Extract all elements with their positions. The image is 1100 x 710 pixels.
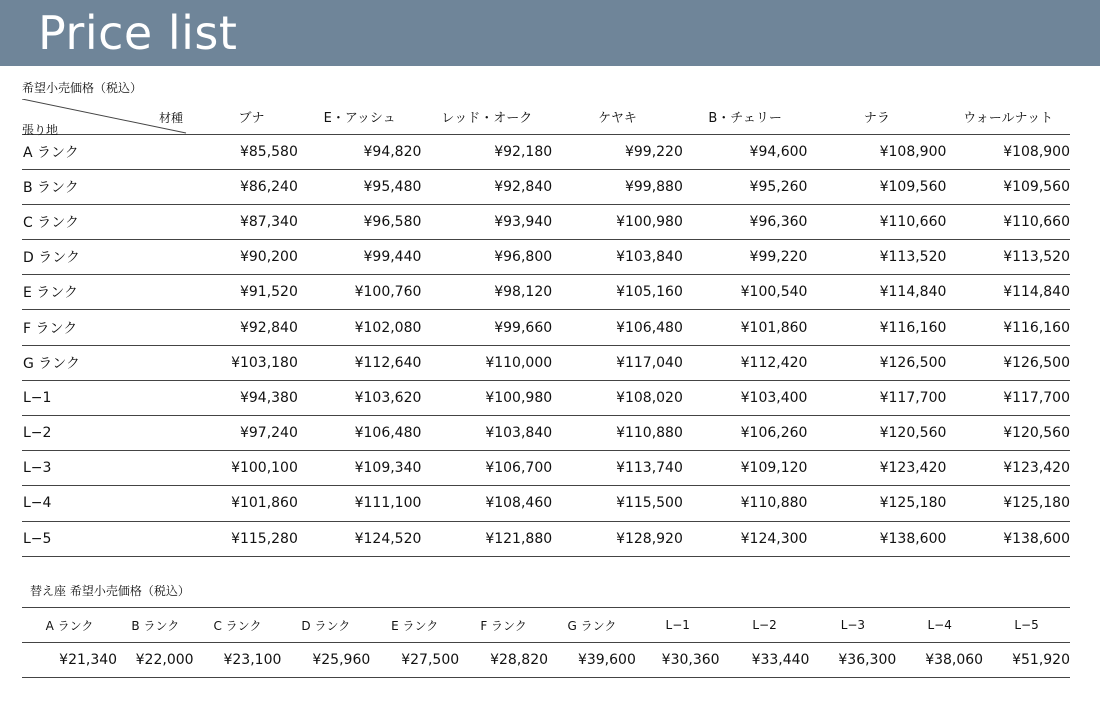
price-cell: ¥91,520 [205,275,298,310]
table-row [22,134,1070,169]
price-table-header-row [22,99,1070,134]
replacement-seat-value-row [22,643,1070,678]
price-cell: ¥86,240 [205,169,298,204]
price-cell: ¥110,660 [946,204,1070,239]
price-cell: ¥112,640 [298,345,422,380]
seat-price-cell: ¥28,820 [459,643,548,678]
rank-label: C ランク [22,204,205,239]
seat-price-cell: ¥21,340 [22,643,117,678]
rank-label: B ランク [22,169,205,204]
price-cell: ¥114,840 [946,275,1070,310]
seat-rank-header: F ランク [459,608,548,643]
rank-label: L−2 [22,416,205,451]
page-title: Price list [38,6,238,60]
seat-rank-header: L−2 [720,608,810,643]
price-cell: ¥101,860 [683,310,808,345]
corner-header-cell [22,99,205,137]
price-cell: ¥94,820 [298,134,422,169]
price-cell: ¥95,260 [683,169,808,204]
price-cell: ¥99,220 [552,134,683,169]
price-cell: ¥113,520 [946,240,1070,275]
seat-rank-header: E ランク [370,608,459,643]
column-header: B・チェリー [683,99,808,134]
price-cell: ¥93,940 [421,204,552,239]
price-cell: ¥105,160 [552,275,683,310]
price-cell: ¥106,260 [683,416,808,451]
price-cell: ¥115,500 [552,486,683,521]
price-table [22,99,1070,557]
table-row [22,451,1070,486]
price-cell: ¥106,480 [552,310,683,345]
column-header: ケヤキ [552,99,683,134]
price-cell: ¥96,360 [683,204,808,239]
price-cell: ¥117,700 [807,380,946,415]
sub-table-caption: 替え座 希望小売価格（税込） [30,584,190,598]
price-cell: ¥111,100 [298,486,422,521]
price-cell: ¥108,020 [552,380,683,415]
price-cell: ¥125,180 [946,486,1070,521]
price-cell: ¥97,240 [205,416,298,451]
price-cell: ¥94,600 [683,134,808,169]
price-cell: ¥124,520 [298,521,422,556]
price-cell: ¥116,160 [807,310,946,345]
seat-price-cell: ¥22,000 [117,643,193,678]
price-cell: ¥85,580 [205,134,298,169]
column-header: ブナ [205,99,298,134]
price-cell: ¥109,120 [683,451,808,486]
price-cell: ¥110,660 [807,204,946,239]
rank-label: E ランク [22,275,205,310]
price-cell: ¥113,740 [552,451,683,486]
fabric-axis-label: 張り地 [22,123,59,137]
seat-price-cell: ¥33,440 [720,643,810,678]
seat-price-cell: ¥36,300 [809,643,896,678]
price-cell: ¥101,860 [205,486,298,521]
column-header: ウォールナット [946,99,1070,134]
price-cell: ¥92,840 [205,310,298,345]
column-header: レッド・オーク [421,99,552,134]
price-cell: ¥96,800 [421,240,552,275]
column-header: ナラ [807,99,946,134]
seat-rank-header: D ランク [281,608,370,643]
price-cell: ¥103,180 [205,345,298,380]
seat-rank-header: L−3 [809,608,896,643]
rank-label: L−4 [22,486,205,521]
price-cell: ¥108,900 [807,134,946,169]
table-row [22,486,1070,521]
rank-label: F ランク [22,310,205,345]
seat-price-cell: ¥39,600 [548,643,636,678]
replacement-seat-header-row [22,608,1070,643]
price-cell: ¥99,880 [552,169,683,204]
table-row [22,275,1070,310]
price-cell: ¥120,560 [946,416,1070,451]
price-cell: ¥100,760 [298,275,422,310]
seat-rank-header: C ランク [194,608,282,643]
price-cell: ¥100,980 [421,380,552,415]
seat-price-cell: ¥27,500 [370,643,459,678]
price-cell: ¥100,100 [205,451,298,486]
price-cell: ¥121,880 [421,521,552,556]
price-cell: ¥102,080 [298,310,422,345]
seat-rank-header: L−4 [896,608,983,643]
price-cell: ¥95,480 [298,169,422,204]
price-cell: ¥106,480 [298,416,422,451]
rank-label: L−1 [22,380,205,415]
price-cell: ¥108,900 [946,134,1070,169]
material-axis-label: 材種 [159,111,184,125]
price-cell: ¥112,420 [683,345,808,380]
price-table-body [22,134,1070,556]
price-cell: ¥103,840 [552,240,683,275]
seat-rank-header: B ランク [117,608,193,643]
price-cell: ¥92,840 [421,169,552,204]
table-row [22,345,1070,380]
price-cell: ¥103,620 [298,380,422,415]
price-cell: ¥110,000 [421,345,552,380]
price-cell: ¥116,160 [946,310,1070,345]
rank-label: L−5 [22,521,205,556]
price-cell: ¥138,600 [946,521,1070,556]
price-cell: ¥98,120 [421,275,552,310]
price-cell: ¥100,540 [683,275,808,310]
price-cell: ¥109,340 [298,451,422,486]
column-header: E・アッシュ [298,99,422,134]
price-cell: ¥109,560 [946,169,1070,204]
price-cell: ¥138,600 [807,521,946,556]
replacement-seat-table [22,607,1070,678]
seat-rank-header: G ランク [548,608,636,643]
price-cell: ¥110,880 [552,416,683,451]
price-cell: ¥128,920 [552,521,683,556]
price-cell: ¥92,180 [421,134,552,169]
main-table-caption: 希望小売価格（税込） [22,81,143,95]
header-banner [0,0,1100,66]
seat-price-cell: ¥30,360 [636,643,720,678]
table-row [22,521,1070,556]
price-cell: ¥126,500 [807,345,946,380]
rank-label: L−3 [22,451,205,486]
seat-price-cell: ¥25,960 [281,643,370,678]
seat-rank-header: L−5 [983,608,1070,643]
price-cell: ¥103,840 [421,416,552,451]
price-cell: ¥99,660 [421,310,552,345]
price-cell: ¥120,560 [807,416,946,451]
price-cell: ¥99,440 [298,240,422,275]
rank-label: A ランク [22,134,205,169]
seat-rank-header: A ランク [22,608,117,643]
price-cell: ¥96,580 [298,204,422,239]
table-row [22,416,1070,451]
table-row [22,310,1070,345]
seat-price-cell: ¥38,060 [896,643,983,678]
price-cell: ¥108,460 [421,486,552,521]
price-cell: ¥94,380 [205,380,298,415]
rank-label: D ランク [22,240,205,275]
price-cell: ¥123,420 [807,451,946,486]
table-row [22,169,1070,204]
price-cell: ¥87,340 [205,204,298,239]
price-cell: ¥103,400 [683,380,808,415]
price-cell: ¥113,520 [807,240,946,275]
price-cell: ¥117,040 [552,345,683,380]
price-cell: ¥115,280 [205,521,298,556]
rank-label: G ランク [22,345,205,380]
price-cell: ¥114,840 [807,275,946,310]
price-cell: ¥90,200 [205,240,298,275]
price-cell: ¥110,880 [683,486,808,521]
price-cell: ¥123,420 [946,451,1070,486]
price-cell: ¥109,560 [807,169,946,204]
seat-price-cell: ¥51,920 [983,643,1070,678]
table-row [22,204,1070,239]
price-cell: ¥117,700 [946,380,1070,415]
table-row [22,380,1070,415]
seat-rank-header: L−1 [636,608,720,643]
price-cell: ¥99,220 [683,240,808,275]
price-cell: ¥126,500 [946,345,1070,380]
seat-price-cell: ¥23,100 [194,643,282,678]
price-cell: ¥100,980 [552,204,683,239]
table-row [22,240,1070,275]
price-cell: ¥125,180 [807,486,946,521]
price-cell: ¥106,700 [421,451,552,486]
price-cell: ¥124,300 [683,521,808,556]
